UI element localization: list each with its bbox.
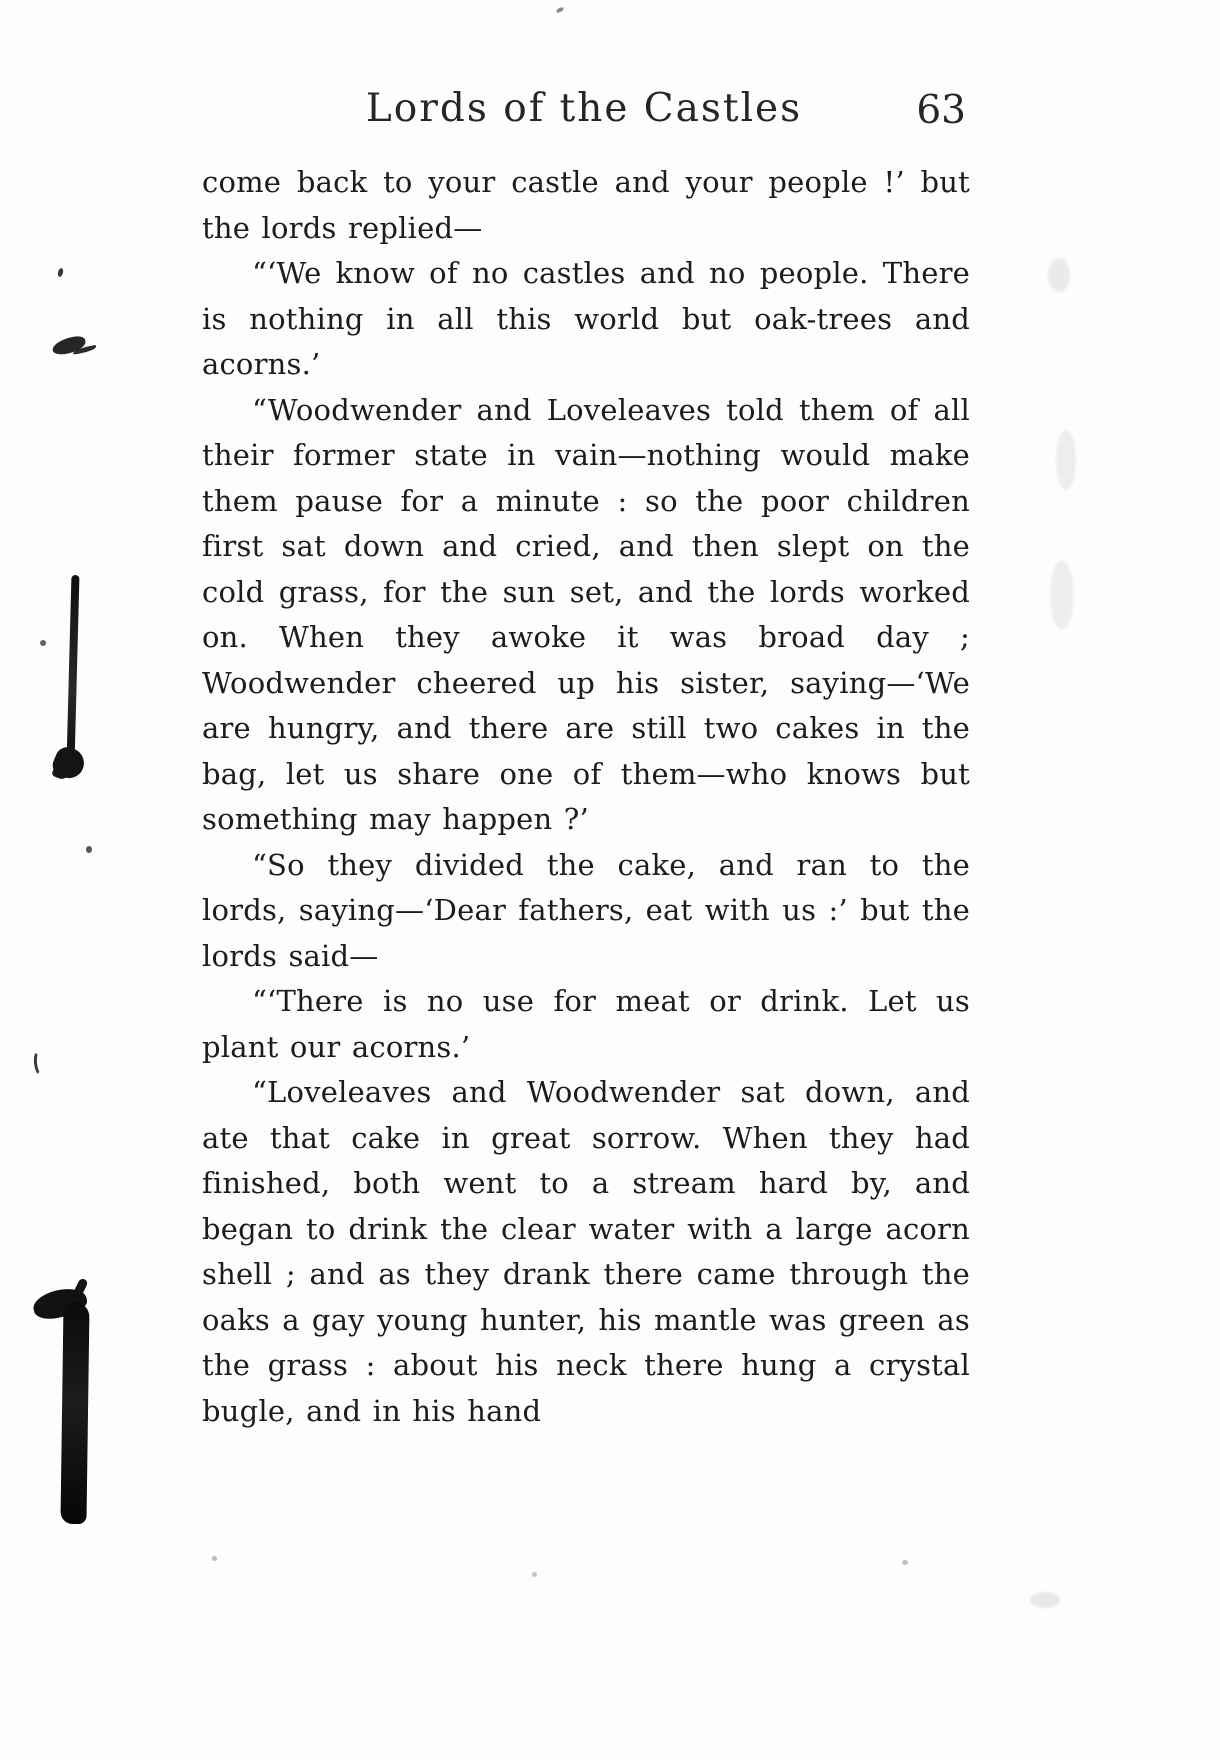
ink-stain: [33, 1049, 48, 1076]
paragraph: “‘There is no use for meat or drink. Let us plant our acorns.’: [202, 984, 970, 1064]
paragraph: “Woodwender and Loveleaves told them of all their former state in vain—nothing would make them pause for a minute : so the poor children first sat down and cried, and then slept on the cold grass, for the sun set, and the lords worked on. When they awoke it was broad day ; Woodwender cheered up his sister, saying—‘We are hungry, and there are still two cakes in the bag, let us share one of them—who knows but something may happen ?’: [202, 392, 970, 836]
ink-speck: [902, 1560, 908, 1565]
scan-smudge: [1048, 258, 1070, 292]
scan-smudge: [1056, 430, 1076, 490]
scan-smudge: [1050, 560, 1074, 630]
ink-stain: [67, 575, 80, 763]
ink-speck: [556, 6, 565, 13]
paragraph: “Loveleaves and Woodwender sat down, and ate that cake in great sorrow. When they had finished, both went to a stream hard by, and began to drink the clear water with a large acorn shell ; and as they drank there came through the oaks a gay young hunter, his mantle was green as the grass : about his neck there hung a crystal bugle, and in his hand: [202, 1075, 970, 1428]
ink-speck: [57, 268, 64, 278]
ink-speck: [212, 1556, 217, 1561]
scan-smudge: [1030, 1592, 1060, 1608]
paragraph: come back to your castle and your people !’ but the lords replied—: [202, 165, 970, 245]
paragraph: “‘We know of no castles and no people. There is nothing in all this world but oak-trees and acorns.’: [202, 256, 970, 381]
page-title: Lords of the Castles: [365, 86, 803, 131]
page-text: [202, 160, 970, 1434]
ink-speck: [532, 1572, 537, 1577]
paragraph: “So they divided the cake, and ran to the lords, saying—‘Dear fathers, eat with us :’ but the lords said—: [202, 847, 970, 973]
ink-stain: [51, 334, 88, 357]
page-header: [200, 86, 968, 146]
ink-stain: [60, 1302, 89, 1524]
page-number: 63: [916, 88, 966, 133]
ink-speck: [40, 640, 46, 646]
ink-speck: [86, 846, 92, 853]
ink-stain: [49, 743, 88, 782]
